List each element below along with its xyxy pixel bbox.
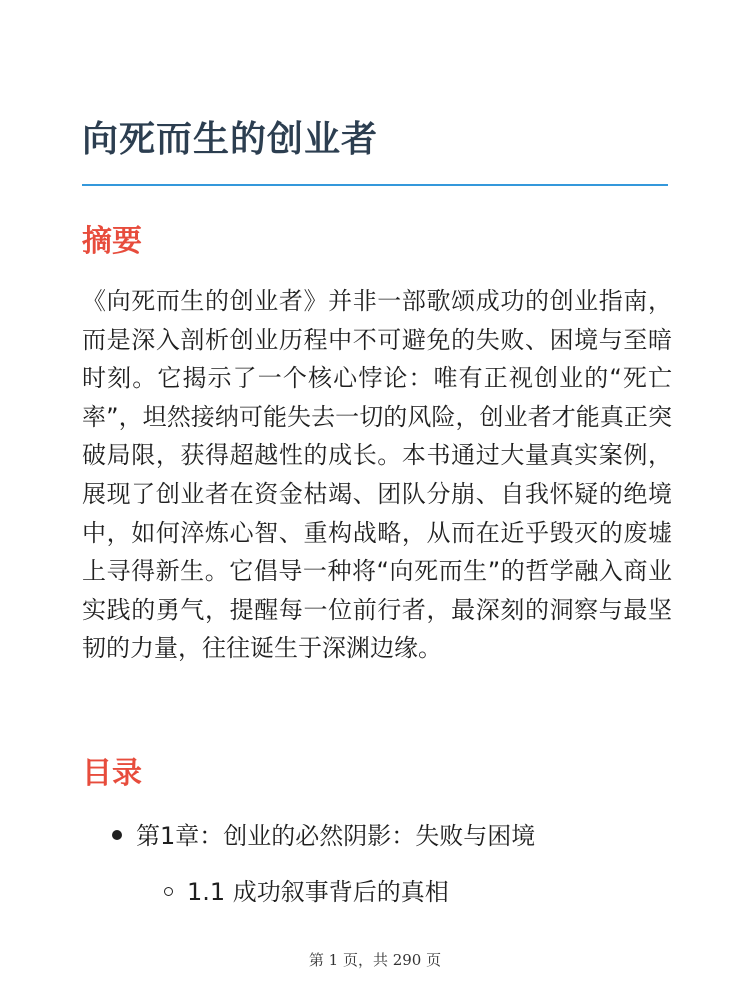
- summary-heading: 摘要: [82, 224, 142, 259]
- page-number-footer: 第 1 页，共 290 页: [308, 951, 442, 969]
- toc-item-section-1-1[interactable]: [164, 876, 449, 908]
- toc-heading: 目录: [82, 756, 142, 791]
- title-divider: [82, 184, 668, 186]
- toc-item-label: 第1章：创业的必然阴影：失败与困境: [136, 822, 536, 850]
- hollow-circle-icon: [164, 887, 173, 896]
- summary-paragraph: 《向死而生的创业者》并非一部歌颂成功的创业指南，而是深入剖析创业历程中不可避免的失败、困境与至暗时刻。它揭示了一个核心悖论：唯有正视创业的“死亡率”，坦然接纳可能失去一切的风险，创业者才能真正突破局限，获得超越性的成长。本书通过大量真实案例，展现了创业者在资金枯竭、团队分崩、自我怀疑的绝境中，如何淬炼心智、重构战略，从而在近乎毁灭的废墟上寻得新生。它倡导一种将“向死而生”的哲学融入商业实践的勇气，提醒每一位前行者，最深刻的洞察与最坚韧的力量，往往诞生于深渊边缘。: [82, 287, 672, 663]
- toc-item-label: 1.1 成功叙事背后的真相: [187, 878, 449, 906]
- toc-item-chapter-1[interactable]: [112, 820, 535, 852]
- filled-disc-icon: [112, 830, 122, 840]
- document-title: 向死而生的创业者: [82, 119, 379, 160]
